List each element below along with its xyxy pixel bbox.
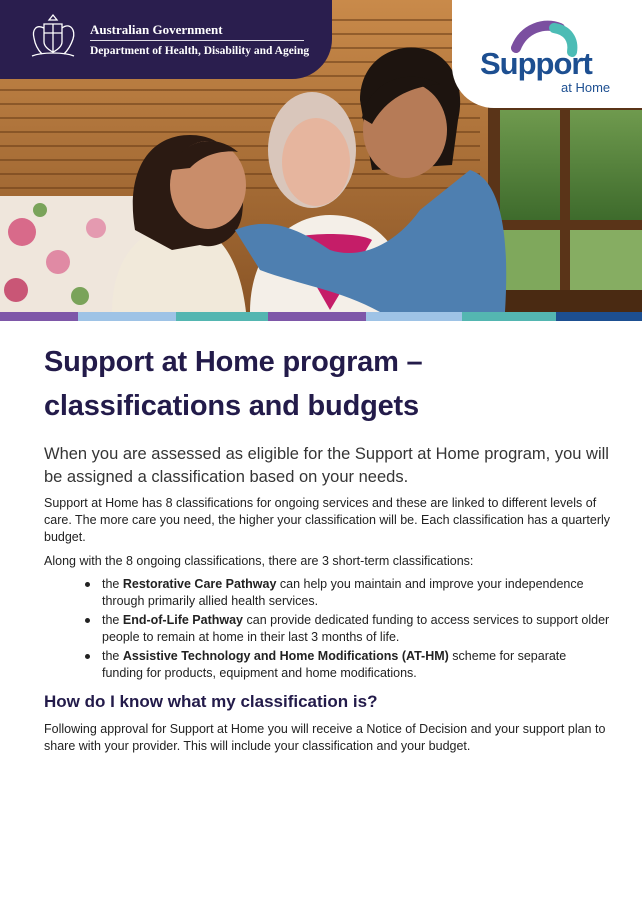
section-heading: How do I know what my classification is? bbox=[44, 692, 378, 711]
government-header bbox=[0, 0, 332, 79]
stripe-segment bbox=[78, 312, 176, 321]
short-term-list bbox=[44, 576, 614, 682]
stripe-segment bbox=[366, 312, 462, 321]
lead-paragraph: When you are assessed as eligible for the Support at Home program, you will be assigned a classification based on your needs. bbox=[44, 445, 609, 486]
divider bbox=[90, 40, 304, 41]
stripe-segment bbox=[176, 312, 268, 321]
page-title: Support at Home program – classifications and budgets bbox=[44, 346, 423, 422]
logo-subtitle: at Home bbox=[561, 80, 611, 95]
government-name: Australian Government bbox=[90, 22, 223, 37]
list-item: the Assistive Technology and Home Modifications (AT-HM) scheme for separate funding for products, equipment and home modifications. bbox=[102, 648, 614, 682]
coat-of-arms-icon bbox=[22, 12, 84, 58]
color-stripe bbox=[0, 312, 642, 321]
short-term-intro: Along with the 8 ongoing classifications, there are 3 short-term classifications: bbox=[44, 554, 474, 568]
support-at-home-logo bbox=[452, 0, 642, 108]
stripe-segment bbox=[268, 312, 366, 321]
classification-paragraph: Following approval for Support at Home you will receive a Notice of Decision and your support plan to share with your provider. This will include your classification and your budget. bbox=[44, 722, 606, 753]
stripe-segment bbox=[0, 312, 78, 321]
stripe-segment bbox=[556, 312, 642, 321]
main-content bbox=[44, 340, 614, 755]
department-name: Department of Health, Disability and Ageing bbox=[90, 45, 310, 57]
list-item: the End-of-Life Pathway can provide dedicated funding to access services to support older people to remain at home in their last 3 months of life. bbox=[102, 612, 614, 646]
logo-wordmark: Support bbox=[480, 46, 592, 81]
list-item: the Restorative Care Pathway can help you maintain and improve your independence through primarily allied health services. bbox=[102, 576, 614, 610]
intro-paragraph: Support at Home has 8 classifications for ongoing services and these are linked to different levels of care. The more care you need, the higher your classification will be. Each classification has a quarterly budget. bbox=[44, 496, 611, 544]
stripe-segment bbox=[462, 312, 556, 321]
